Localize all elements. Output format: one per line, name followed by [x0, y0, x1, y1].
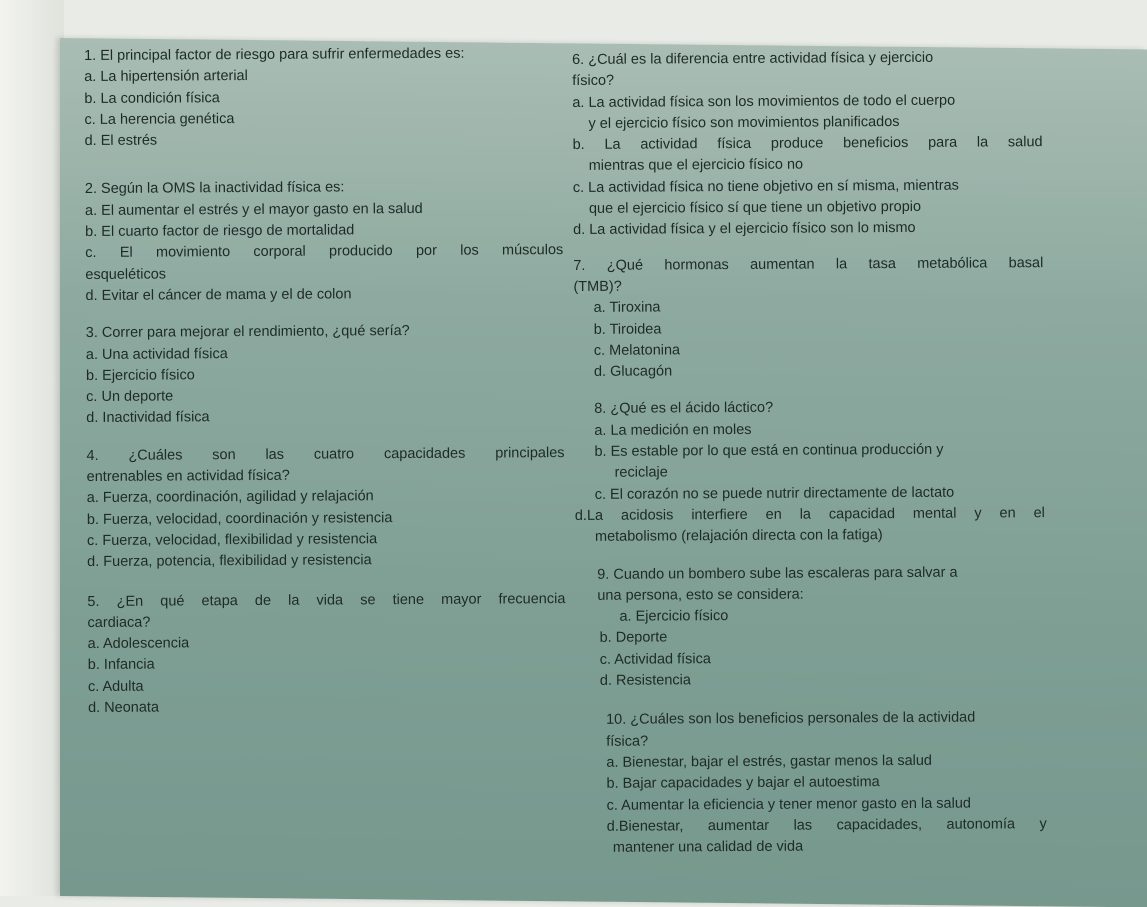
- option-b: b. La actividad física produce beneficios para la salud: [572, 134, 1043, 154]
- question-text: 2. Según la OMS la inactividad física es:: [84, 179, 345, 198]
- option-a: a. La actividad física son los movimientos de todo el cuerpo: [572, 92, 956, 111]
- question-9: [575, 562, 1046, 693]
- option-c: c. Actividad física: [599, 650, 711, 668]
- option-b: b. Bajar capacidades y bajar el autoestima: [606, 774, 880, 793]
- option-a: a. Tiroxina: [593, 299, 661, 317]
- option-d: d.Bienestar, aumentar las capacidades, autonomía y: [606, 815, 1047, 835]
- option-a: a. La hipertensión arterial: [84, 68, 248, 86]
- question-text-continued: cardiaca?: [87, 614, 151, 631]
- option-d: d. Evitar el cáncer de mama y el de colon: [85, 286, 352, 304]
- option-d-continued: metabolismo (relajación directa con la fatiga): [594, 527, 883, 546]
- question-10: [576, 707, 1047, 859]
- option-b: b. Tiroidea: [593, 321, 662, 338]
- question-7: [573, 253, 1044, 384]
- option-b: b. Deporte: [599, 629, 668, 647]
- option-c: c. El corazón no se puede nutrir directamente de lactato: [594, 484, 955, 503]
- question-text: 9. Cuando un bombero sube las escaleras para salvar a: [597, 564, 958, 583]
- option-d: d. El estrés: [84, 132, 158, 150]
- question-text-continued: (TMB)?: [573, 278, 622, 295]
- question-text-continued: entrenables en actividad física?: [86, 467, 290, 486]
- question-text: 10. ¿Cuáles son los beneficios personales de la actividad: [606, 709, 976, 729]
- option-a: a. Fuerza, coordinación, agilidad y relajación: [86, 488, 374, 507]
- option-c-continued: esqueléticos: [85, 266, 167, 283]
- option-c: c. El movimiento corporal producido por los músculos: [85, 242, 564, 262]
- question-text: 7. ¿Qué hormonas aumentan la tasa metabólica basal: [573, 254, 1044, 274]
- question-text-continued: físico?: [572, 73, 615, 90]
- option-c: c. Un deporte: [86, 388, 174, 406]
- option-b-continued: mientras que el ejercicio físico no: [588, 157, 804, 175]
- question-3: [86, 320, 565, 429]
- question-text: 8. ¿Qué es el ácido láctico?: [594, 400, 774, 418]
- option-a: a. Adolescencia: [87, 635, 190, 653]
- question-5: [87, 589, 566, 720]
- option-d: d. Resistencia: [599, 672, 691, 689]
- option-c: c. La herencia genética: [84, 110, 235, 128]
- option-d: d. Inactividad física: [86, 409, 210, 427]
- option-b: b. Infancia: [87, 657, 155, 674]
- option-a: a. La medición en moles: [594, 421, 752, 439]
- question-1: [84, 43, 563, 152]
- right-column: [572, 47, 1047, 859]
- option-d: d. Glucagón: [593, 363, 673, 381]
- option-c: c. Aumentar la eficiencia y tener menor gasto en la salud: [606, 795, 971, 814]
- left-column: [84, 43, 566, 719]
- option-a: a. El aumentar el estrés y el mayor gasto en la salud: [84, 200, 423, 219]
- question-8: [574, 397, 1045, 549]
- question-text-continued: una persona, esto se considera:: [597, 586, 804, 604]
- page-margin-left: [0, 0, 64, 896]
- question-text: 6. ¿Cuál es la diferencia entre actividad física y ejercicio: [572, 49, 934, 68]
- option-d: d. Fuerza, potencia, flexibilidad y resistencia: [87, 552, 372, 571]
- option-a-continued: y el ejercicio físico son movimientos planificados: [588, 113, 900, 132]
- option-c-continued: que el ejercicio físico sí que tiene un objetivo propio: [588, 198, 922, 217]
- option-c: c. Adulta: [87, 678, 144, 695]
- question-text: 5. ¿En qué etapa de la vida se tiene mayor frecuencia: [87, 590, 566, 610]
- option-b: b. Es estable por lo que está en continua producción y: [594, 441, 944, 460]
- option-d-continued: mantener una calidad de vida: [612, 838, 804, 856]
- option-a: a. Una actividad física: [85, 345, 228, 363]
- option-b: b. El cuarto factor de riesgo de mortalidad: [85, 222, 355, 241]
- question-text: 3. Correr para mejorar el rendimiento, ¿qué sería?: [85, 323, 410, 342]
- question-text-continued: física?: [606, 733, 649, 750]
- option-b: b. Fuerza, velocidad, coordinación y resistencia: [86, 509, 393, 528]
- option-b-continued: reciclaje: [614, 464, 668, 482]
- option-d: d.La acidosis interfiere en la capacidad mental y en el: [574, 505, 1045, 524]
- option-a: a. Ejercicio físico: [619, 608, 729, 625]
- question-text: 4. ¿Cuáles son las cuatro capacidades principales: [86, 444, 565, 464]
- question-6: [572, 47, 1043, 242]
- option-a: a. Bienestar, bajar el estrés, gastar menos la salud: [606, 752, 933, 771]
- option-d: d. La actividad física y el ejercicio físico son lo mismo: [573, 220, 916, 239]
- option-c: c. Fuerza, velocidad, flexibilidad y resistencia: [86, 531, 378, 549]
- option-c: c. La actividad física no tiene objetivo en sí misma, mientras: [572, 177, 959, 196]
- option-b: b. Ejercicio físico: [85, 367, 195, 384]
- question-text: 1. El principal factor de riesgo para sufrir enfermedades es:: [84, 45, 465, 64]
- question-2: [85, 177, 564, 308]
- question-4: [86, 443, 565, 574]
- option-b: b. La condición física: [84, 89, 220, 107]
- option-d: d. Neonata: [87, 699, 160, 717]
- option-c: c. Melatonina: [593, 342, 681, 359]
